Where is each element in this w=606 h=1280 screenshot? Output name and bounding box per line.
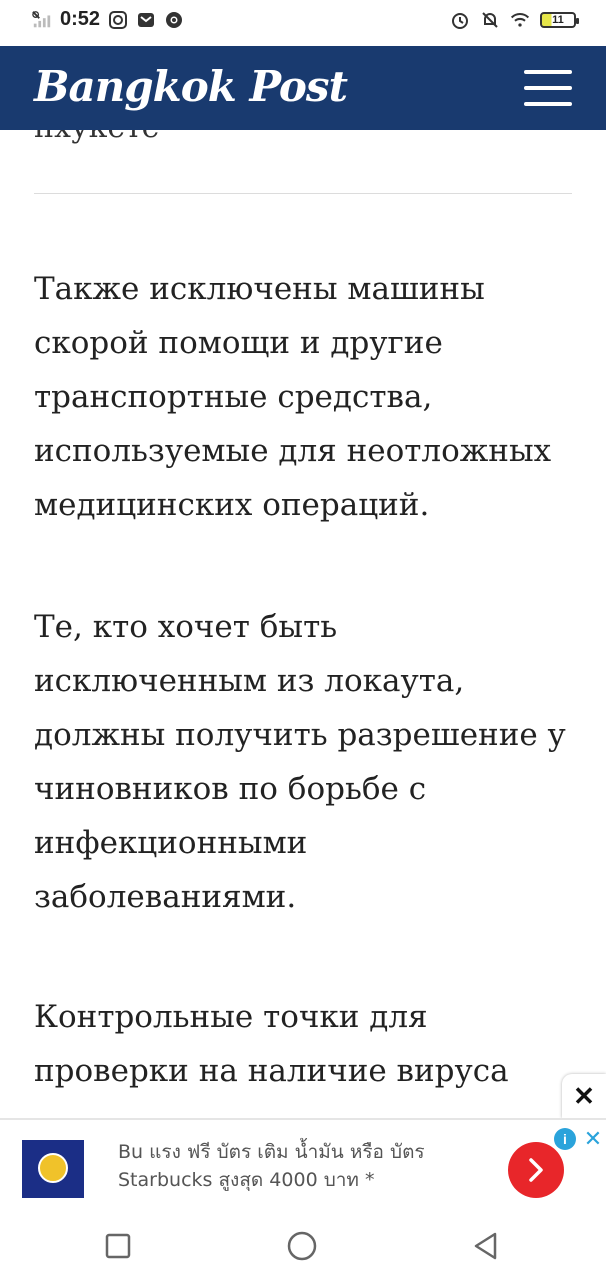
ad-cta-button[interactable] (508, 1142, 564, 1198)
battery-icon: 11 (540, 12, 576, 28)
article-paragraph: Те, кто хочет быть исключенным из локаута, должны получить разрешение у чиновников по борьбе с инфекционными заболеваниями. (34, 609, 566, 915)
ad-info-icon[interactable]: i (554, 1128, 576, 1150)
status-right (450, 10, 576, 30)
ad-dismiss-icon[interactable]: ✕ (583, 1126, 603, 1151)
back-icon[interactable] (470, 1230, 502, 1262)
hamburger-menu-icon[interactable] (524, 70, 572, 106)
status-bar (0, 0, 606, 46)
alarm-icon (450, 10, 470, 30)
wifi-icon (510, 10, 530, 30)
advertiser-logo (22, 1140, 84, 1198)
site-header (0, 46, 606, 130)
clock: 0:52 (60, 8, 101, 30)
notifications-off-icon (480, 10, 500, 30)
ad-banner[interactable] (0, 1118, 606, 1214)
chrome-icon (164, 10, 184, 30)
instagram-icon (108, 10, 128, 30)
system-nav-bar (0, 1212, 606, 1280)
home-icon[interactable] (286, 1230, 318, 1262)
mail-icon (136, 10, 156, 30)
site-logo[interactable]: Bangkok Post (34, 62, 347, 111)
chevron-right-icon (525, 1157, 547, 1183)
ad-text: Bu แรง ฟรี บัตร เติม น้ำมัน หรือ บัตร Starbucks สูงสุด 4000 บาท * (118, 1141, 425, 1191)
status-left (32, 8, 184, 31)
article-paragraph: Контрольные точки для проверки на наличие вируса (34, 999, 509, 1089)
recent-apps-icon[interactable] (102, 1230, 134, 1262)
signal-off-icon (32, 10, 52, 30)
article-paragraph: Также исключены машины скорой помощи и другие транспортные средства, используемые для неотложных медицинских операций. (34, 271, 552, 523)
emblem-icon (38, 1153, 68, 1183)
divider (34, 193, 572, 194)
ad-close-button[interactable]: ✕ (562, 1074, 606, 1118)
